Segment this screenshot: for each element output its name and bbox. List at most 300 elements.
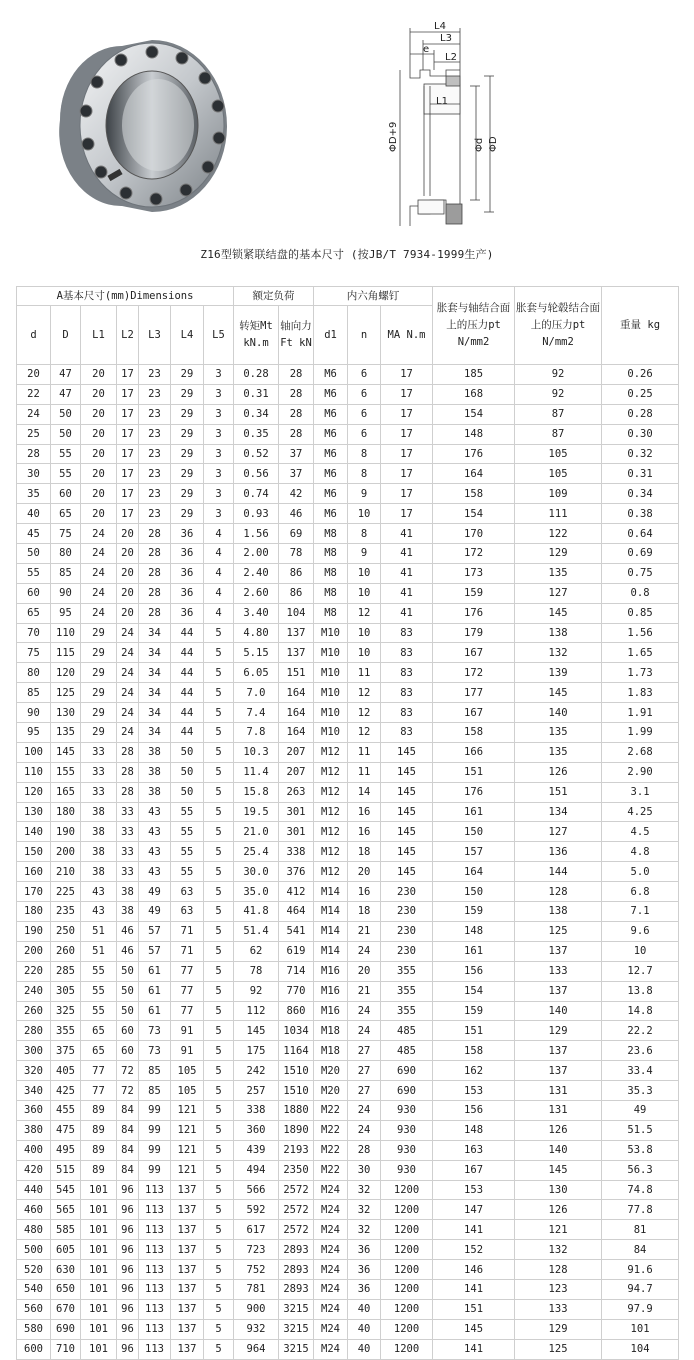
table-cell: M18: [314, 1021, 348, 1041]
table-cell: 160: [17, 862, 51, 882]
table-cell: 23: [139, 384, 171, 404]
table-cell: 84: [602, 1240, 679, 1260]
table-cell: 5: [204, 941, 234, 961]
table-cell: 113: [139, 1220, 171, 1240]
table-cell: 2.68: [602, 742, 679, 762]
table-cell: 5: [204, 1339, 234, 1359]
table-row: [17, 424, 679, 444]
table-cell: 38: [81, 802, 117, 822]
table-cell: 145: [381, 782, 433, 802]
table-row: [17, 1041, 679, 1061]
table-cell: 20: [117, 603, 139, 623]
table-cell: 91: [171, 1041, 204, 1061]
table-cell: 5: [204, 703, 234, 723]
label-l4: L4: [434, 21, 446, 32]
table-cell: 170: [17, 882, 51, 902]
table-cell: 17: [381, 365, 433, 385]
table-cell: 32: [348, 1220, 381, 1240]
table-cell: 4.25: [602, 802, 679, 822]
table-cell: 5: [204, 921, 234, 941]
table-cell: 51: [81, 921, 117, 941]
table-cell: 355: [381, 961, 433, 981]
table-cell: 425: [51, 1081, 81, 1101]
table-cell: 485: [381, 1021, 433, 1041]
table-cell: 605: [51, 1240, 81, 1260]
table-cell: 158: [433, 1041, 515, 1061]
table-cell: 101: [81, 1180, 117, 1200]
table-row: [17, 484, 679, 504]
table-cell: 10: [602, 941, 679, 961]
table-cell: 38: [139, 742, 171, 762]
table-cell: 781: [234, 1279, 279, 1299]
table-row: [17, 583, 679, 603]
table-row: [17, 1339, 679, 1359]
header-ma: MA N.m: [381, 306, 433, 365]
table-cell: 96: [117, 1180, 139, 1200]
table-cell: 85: [139, 1061, 171, 1081]
table-cell: 105: [171, 1081, 204, 1101]
table-cell: M12: [314, 802, 348, 822]
table-cell: 89: [81, 1160, 117, 1180]
table-cell: 176: [433, 444, 515, 464]
table-cell: 150: [433, 822, 515, 842]
table-cell: 5: [204, 1001, 234, 1021]
table-cell: M20: [314, 1081, 348, 1101]
table-cell: 134: [515, 802, 602, 822]
table-cell: 250: [51, 921, 81, 941]
table-cell: 6: [348, 384, 381, 404]
table-row: [17, 524, 679, 544]
table-cell: 92: [234, 981, 279, 1001]
table-cell: 4.80: [234, 623, 279, 643]
table-cell: 5: [204, 1100, 234, 1120]
table-cell: M24: [314, 1319, 348, 1339]
table-cell: M22: [314, 1160, 348, 1180]
table-cell: 2.90: [602, 762, 679, 782]
table-cell: 5: [204, 802, 234, 822]
table-row: [17, 544, 679, 564]
table-row: [17, 1299, 679, 1319]
table-cell: 65: [51, 504, 81, 524]
table-cell: 1880: [279, 1100, 314, 1120]
table-cell: 165: [51, 782, 81, 802]
table-cell: 130: [515, 1180, 602, 1200]
table-cell: 129: [515, 544, 602, 564]
table-row: [17, 723, 679, 743]
table-cell: 152: [433, 1240, 515, 1260]
table-cell: 439: [234, 1140, 279, 1160]
table-cell: 179: [433, 623, 515, 643]
table-cell: 164: [433, 464, 515, 484]
table-row: [17, 703, 679, 723]
table-cell: 360: [234, 1120, 279, 1140]
table-cell: 964: [234, 1339, 279, 1359]
table-cell: 77: [81, 1081, 117, 1101]
table-cell: 43: [81, 902, 117, 922]
table-cell: 0.25: [602, 384, 679, 404]
table-cell: 157: [433, 842, 515, 862]
table-cell: 16: [348, 822, 381, 842]
table-cell: 930: [381, 1160, 433, 1180]
table-cell: 230: [381, 902, 433, 922]
table-cell: 5: [204, 1180, 234, 1200]
table-cell: 81: [602, 1220, 679, 1240]
table-cell: 99: [139, 1140, 171, 1160]
table-cell: 135: [515, 742, 602, 762]
table-cell: 301: [279, 802, 314, 822]
table-cell: 121: [515, 1220, 602, 1240]
table-cell: 585: [51, 1220, 81, 1240]
table-cell: 77: [171, 981, 204, 1001]
table-cell: 50: [117, 981, 139, 1001]
table-cell: 38: [117, 902, 139, 922]
table-cell: 35: [17, 484, 51, 504]
table-cell: 155: [51, 762, 81, 782]
table-cell: 355: [51, 1021, 81, 1041]
table-cell: 900: [234, 1299, 279, 1319]
table-cell: 24: [348, 1100, 381, 1120]
table-cell: 28: [117, 762, 139, 782]
table-cell: 50: [117, 1001, 139, 1021]
table-cell: 190: [51, 822, 81, 842]
table-cell: 148: [433, 921, 515, 941]
table-cell: 55: [17, 563, 51, 583]
table-cell: 176: [433, 782, 515, 802]
table-cell: 300: [17, 1041, 51, 1061]
table-cell: 17: [117, 424, 139, 444]
table-cell: 541: [279, 921, 314, 941]
table-cell: 4: [204, 544, 234, 564]
table-cell: 301: [279, 822, 314, 842]
table-cell: 85: [139, 1081, 171, 1101]
table-cell: 78: [279, 544, 314, 564]
table-cell: 200: [51, 842, 81, 862]
table-cell: 44: [171, 703, 204, 723]
header-rated-load: 额定负荷: [234, 287, 314, 306]
table-cell: 520: [17, 1260, 51, 1280]
table-cell: 113: [139, 1260, 171, 1280]
table-cell: 159: [433, 1001, 515, 1021]
table-cell: M6: [314, 444, 348, 464]
table-cell: 33: [117, 862, 139, 882]
table-cell: 167: [433, 1160, 515, 1180]
table-cell: 3: [204, 444, 234, 464]
table-cell: 566: [234, 1180, 279, 1200]
table-row: [17, 842, 679, 862]
table-cell: 137: [171, 1240, 204, 1260]
table-cell: 172: [433, 663, 515, 683]
table-cell: 55: [171, 842, 204, 862]
table-cell: 71: [171, 921, 204, 941]
table-row: [17, 663, 679, 683]
table-cell: 185: [433, 365, 515, 385]
table-row: [17, 643, 679, 663]
table-cell: M24: [314, 1279, 348, 1299]
table-cell: 150: [433, 882, 515, 902]
table-cell: 36: [171, 603, 204, 623]
table-cell: 5: [204, 1319, 234, 1339]
table-cell: 96: [117, 1319, 139, 1339]
table-cell: 111: [515, 504, 602, 524]
table-cell: 45: [17, 524, 51, 544]
dimension-table: [16, 286, 679, 1360]
table-cell: 617: [234, 1220, 279, 1240]
table-cell: 5: [204, 762, 234, 782]
table-cell: 148: [433, 424, 515, 444]
table-cell: 714: [279, 961, 314, 981]
table-cell: 12: [348, 723, 381, 743]
table-cell: M24: [314, 1299, 348, 1319]
table-cell: 5.0: [602, 862, 679, 882]
table-cell: 41: [381, 524, 433, 544]
table-cell: 1.83: [602, 683, 679, 703]
table-cell: 137: [279, 643, 314, 663]
table-cell: 96: [117, 1200, 139, 1220]
table-cell: 375: [51, 1041, 81, 1061]
header-n: n: [348, 306, 381, 365]
header-hex-bolt: 内六角螺钉: [314, 287, 433, 306]
table-cell: 61: [139, 1001, 171, 1021]
table-cell: 2572: [279, 1200, 314, 1220]
table-cell: 50: [117, 961, 139, 981]
table-cell: 24: [81, 524, 117, 544]
table-row: [17, 921, 679, 941]
table-cell: 0.74: [234, 484, 279, 504]
table-cell: 105: [171, 1061, 204, 1081]
header-d1: d1: [314, 306, 348, 365]
table-cell: 69: [279, 524, 314, 544]
table-cell: 230: [381, 941, 433, 961]
table-cell: 29: [81, 623, 117, 643]
table-cell: 41: [381, 544, 433, 564]
table-cell: 23.6: [602, 1041, 679, 1061]
table-cell: 50: [51, 404, 81, 424]
table-cell: M20: [314, 1061, 348, 1081]
table-cell: 77: [171, 1001, 204, 1021]
table-cell: 140: [515, 1001, 602, 1021]
table-cell: 42: [279, 484, 314, 504]
table-cell: 161: [433, 802, 515, 822]
table-row: [17, 444, 679, 464]
table-cell: M10: [314, 623, 348, 643]
table-cell: 128: [515, 882, 602, 902]
table-cell: 28: [117, 782, 139, 802]
table-cell: 129: [515, 1021, 602, 1041]
table-cell: 96: [117, 1339, 139, 1359]
table-cell: 24: [117, 683, 139, 703]
table-cell: 177: [433, 683, 515, 703]
table-cell: 235: [51, 902, 81, 922]
table-cell: 140: [515, 703, 602, 723]
table-cell: M12: [314, 762, 348, 782]
label-l3: L3: [440, 33, 452, 44]
table-cell: 63: [171, 902, 204, 922]
table-cell: M6: [314, 424, 348, 444]
table-cell: 464: [279, 902, 314, 922]
table-cell: 28: [279, 384, 314, 404]
table-cell: 10: [348, 623, 381, 643]
table-cell: 94.7: [602, 1279, 679, 1299]
table-cell: 20: [81, 424, 117, 444]
table-row: [17, 404, 679, 424]
table-cell: 338: [279, 842, 314, 862]
table-cell: 43: [139, 842, 171, 862]
table-cell: 5: [204, 1160, 234, 1180]
table-cell: 36: [171, 563, 204, 583]
table-cell: 5: [204, 882, 234, 902]
table-cell: 5.15: [234, 643, 279, 663]
table-cell: 545: [51, 1180, 81, 1200]
table-cell: 29: [171, 424, 204, 444]
table-cell: 101: [602, 1319, 679, 1339]
table-cell: 412: [279, 882, 314, 902]
table-cell: M24: [314, 1260, 348, 1280]
table-cell: 540: [17, 1279, 51, 1299]
table-cell: 55: [171, 802, 204, 822]
header-dimensions: A基本尺寸(mm)Dimensions: [17, 287, 234, 306]
table-cell: 96: [117, 1240, 139, 1260]
table-cell: 132: [515, 643, 602, 663]
table-cell: 690: [381, 1081, 433, 1101]
table-cell: 19.5: [234, 802, 279, 822]
table-cell: 1200: [381, 1319, 433, 1339]
table-cell: M12: [314, 842, 348, 862]
table-cell: 5: [204, 842, 234, 862]
table-cell: 1200: [381, 1299, 433, 1319]
table-cell: 20: [81, 444, 117, 464]
table-cell: 1.73: [602, 663, 679, 683]
table-cell: 120: [51, 663, 81, 683]
table-cell: 480: [17, 1220, 51, 1240]
table-cell: 28: [117, 742, 139, 762]
table-cell: 380: [17, 1120, 51, 1140]
table-cell: 5: [204, 683, 234, 703]
table-cell: 50: [171, 742, 204, 762]
table-cell: 355: [381, 981, 433, 1001]
table-cell: 2572: [279, 1180, 314, 1200]
table-cell: M6: [314, 404, 348, 424]
table-cell: 41: [381, 603, 433, 623]
table-cell: 752: [234, 1260, 279, 1280]
table-cell: 405: [51, 1061, 81, 1081]
table-cell: 99: [139, 1160, 171, 1180]
table-cell: 126: [515, 1120, 602, 1140]
table-cell: 2.00: [234, 544, 279, 564]
table-cell: 89: [81, 1100, 117, 1120]
table-cell: 28: [279, 404, 314, 424]
table-cell: 151: [433, 1299, 515, 1319]
table-cell: 23: [139, 424, 171, 444]
table-cell: 49: [602, 1100, 679, 1120]
table-cell: 30: [348, 1160, 381, 1180]
table-cell: 5: [204, 1200, 234, 1220]
table-cell: 87: [515, 404, 602, 424]
table-cell: 78: [234, 961, 279, 981]
table-cell: 133: [515, 1299, 602, 1319]
table-cell: 515: [51, 1160, 81, 1180]
table-cell: M10: [314, 703, 348, 723]
label-big-d: ΦD: [488, 136, 499, 152]
header-d: d: [17, 306, 51, 365]
table-cell: 33: [81, 742, 117, 762]
table-cell: 40: [348, 1339, 381, 1359]
table-cell: 151: [433, 1021, 515, 1041]
table-cell: 49: [139, 902, 171, 922]
table-row: [17, 1001, 679, 1021]
table-cell: 115: [51, 643, 81, 663]
table-cell: 23: [139, 484, 171, 504]
table-cell: M16: [314, 961, 348, 981]
table-cell: 0.34: [602, 484, 679, 504]
table-cell: 49: [139, 882, 171, 902]
label-l1: L1: [436, 96, 448, 107]
table-cell: 29: [81, 663, 117, 683]
table-cell: 210: [51, 862, 81, 882]
table-cell: 164: [279, 723, 314, 743]
table-cell: M22: [314, 1140, 348, 1160]
table-cell: 400: [17, 1140, 51, 1160]
table-cell: 20: [81, 484, 117, 504]
table-cell: M12: [314, 782, 348, 802]
table-cell: 0.28: [602, 404, 679, 424]
table-cell: 137: [279, 623, 314, 643]
table-cell: 28: [17, 444, 51, 464]
table-cell: 22: [17, 384, 51, 404]
table-row: [17, 603, 679, 623]
table-cell: 5: [204, 1041, 234, 1061]
table-cell: 24: [81, 583, 117, 603]
table-cell: 325: [51, 1001, 81, 1021]
table-cell: 7.0: [234, 683, 279, 703]
table-cell: 29: [81, 723, 117, 743]
table-cell: 83: [381, 623, 433, 643]
table-cell: 5: [204, 1061, 234, 1081]
table-cell: 1200: [381, 1279, 433, 1299]
table-cell: M8: [314, 524, 348, 544]
table-cell: 20: [348, 862, 381, 882]
table-cell: 180: [51, 802, 81, 822]
table-cell: 105: [515, 444, 602, 464]
header-torque: 转矩Mt kN.m: [234, 306, 279, 365]
table-cell: 34: [139, 703, 171, 723]
table-cell: 20: [81, 365, 117, 385]
table-cell: 257: [234, 1081, 279, 1101]
label-small-d: Φd: [474, 137, 485, 152]
table-cell: 141: [433, 1339, 515, 1359]
table-cell: 101: [81, 1319, 117, 1339]
table-cell: 4: [204, 563, 234, 583]
table-cell: 28: [139, 563, 171, 583]
table-cell: 0.31: [602, 464, 679, 484]
table-cell: 72: [117, 1081, 139, 1101]
table-cell: 137: [171, 1260, 204, 1280]
table-cell: 10: [348, 583, 381, 603]
table-cell: 225: [51, 882, 81, 902]
table-cell: 154: [433, 404, 515, 424]
table-cell: M24: [314, 1240, 348, 1260]
table-cell: 38: [81, 842, 117, 862]
table-cell: 5: [204, 643, 234, 663]
table-cell: 630: [51, 1260, 81, 1280]
table-cell: 131: [515, 1081, 602, 1101]
table-cell: 619: [279, 941, 314, 961]
table-cell: M24: [314, 1200, 348, 1220]
table-row: [17, 504, 679, 524]
table-cell: 376: [279, 862, 314, 882]
table-cell: 24: [117, 623, 139, 643]
table-cell: 77.8: [602, 1200, 679, 1220]
table-cell: 122: [515, 524, 602, 544]
